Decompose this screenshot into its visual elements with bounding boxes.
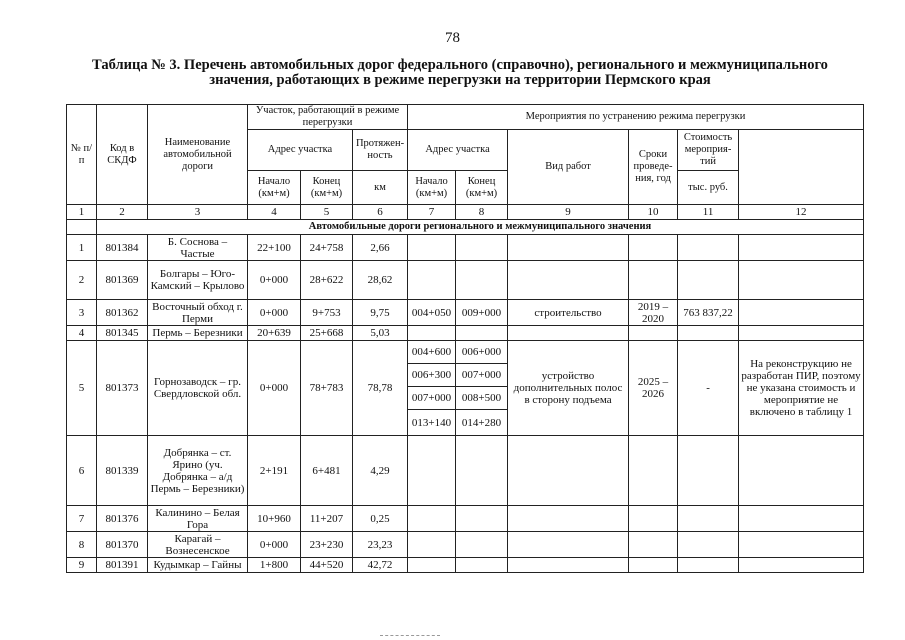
header-m-end: Конец (км+м) xyxy=(456,171,508,205)
header-name: Наименование автомобильной дороги xyxy=(148,105,248,205)
row-road-name: Восточный обход г. Перми xyxy=(148,300,248,326)
title-line-1: Таблица № 3. Перечень автомобильных дорог федерального (справочно), регионального и межмуниципального xyxy=(92,57,828,73)
row-measure-end: 014+280 xyxy=(456,410,508,436)
row-code: 801391 xyxy=(97,558,148,573)
row-road-name: Горнозаводск – гр. Свердловской обл. xyxy=(148,341,248,436)
row-terms: 2025 – 2026 xyxy=(629,341,678,436)
row-length: 42,72 xyxy=(353,558,408,573)
col-number: 1 xyxy=(67,205,97,220)
row-end: 9+753 xyxy=(301,300,353,326)
header-start: Начало (км+м) xyxy=(248,171,301,205)
overload-roads-table xyxy=(66,104,864,573)
section-title: Автомобильные дороги регионального и межмуниципального значения xyxy=(97,220,864,235)
row-code: 801362 xyxy=(97,300,148,326)
header-length: Протяжен-ность xyxy=(353,130,408,171)
row-end: 44+520 xyxy=(301,558,353,573)
row-measure-start: 004+600 xyxy=(408,341,456,364)
row-num: 5 xyxy=(67,341,97,436)
col-number: 9 xyxy=(508,205,629,220)
row-start: 20+639 xyxy=(248,326,301,341)
row-end: 25+668 xyxy=(301,326,353,341)
row-num: 9 xyxy=(67,558,97,573)
row-code: 801384 xyxy=(97,235,148,261)
row-length: 28,62 xyxy=(353,261,408,300)
row-road-name: Добрянка – ст. Ярино (уч. Добрянка – а/д Пермь – Березники) xyxy=(148,436,248,506)
row-measure-end: 008+500 xyxy=(456,387,508,410)
row-end: 6+481 xyxy=(301,436,353,506)
table-title xyxy=(60,58,860,88)
header-km: км xyxy=(353,171,408,205)
col-number: 3 xyxy=(148,205,248,220)
row-num: 3 xyxy=(67,300,97,326)
row-road-name: Болгары – Юго-Камский – Крылово xyxy=(148,261,248,300)
row-road-name: Пермь – Березники xyxy=(148,326,248,341)
row-road-name: Карагай – Вознесенское xyxy=(148,532,248,558)
row-measure-end: 009+000 xyxy=(456,300,508,326)
row-measure-end: 007+000 xyxy=(456,364,508,387)
row-num: 1 xyxy=(67,235,97,261)
row-end: 24+758 xyxy=(301,235,353,261)
table-row xyxy=(67,532,864,558)
row-start: 0+000 xyxy=(248,532,301,558)
row-length: 5,03 xyxy=(353,326,408,341)
row-road-name: Кудымкар – Гайны xyxy=(148,558,248,573)
table-row xyxy=(67,436,864,506)
row-length: 0,25 xyxy=(353,506,408,532)
row-measure-end: 006+000 xyxy=(456,341,508,364)
row-num: 2 xyxy=(67,261,97,300)
table-row xyxy=(67,261,864,300)
row-start: 10+960 xyxy=(248,506,301,532)
row-code: 801345 xyxy=(97,326,148,341)
header-measures: Мероприятия по устранению режима перегрузки xyxy=(408,105,864,130)
row-measure-start: 007+000 xyxy=(408,387,456,410)
row-end: 11+207 xyxy=(301,506,353,532)
table-row xyxy=(67,341,864,364)
title-line-2: значения, работающих в режиме перегрузки на территории Пермского края xyxy=(209,72,711,88)
page-number: 78 xyxy=(445,30,460,46)
row-start: 0+000 xyxy=(248,261,301,300)
row-code: 801369 xyxy=(97,261,148,300)
header-cost: Стоимость мероприя-тий xyxy=(678,130,739,171)
footer-mark xyxy=(380,635,440,638)
row-length: 23,23 xyxy=(353,532,408,558)
row-code: 801376 xyxy=(97,506,148,532)
row-code: 801370 xyxy=(97,532,148,558)
header-end: Конец (км+м) xyxy=(301,171,353,205)
row-length: 2,66 xyxy=(353,235,408,261)
col-number: 8 xyxy=(456,205,508,220)
row-cost: - xyxy=(678,341,739,436)
col-number: 7 xyxy=(408,205,456,220)
header-cost-unit: тыс. руб. xyxy=(678,171,739,205)
row-road-name: Б. Соснова – Частые xyxy=(148,235,248,261)
table-row xyxy=(67,506,864,532)
col-number: 11 xyxy=(678,205,739,220)
row-road-name: Калинино – Белая Гора xyxy=(148,506,248,532)
row-measure-start: 006+300 xyxy=(408,364,456,387)
row-end: 78+783 xyxy=(301,341,353,436)
col-number: 12 xyxy=(739,205,864,220)
row-length: 9,75 xyxy=(353,300,408,326)
row-work-type: строительство xyxy=(508,300,629,326)
row-note: На реконструкцию не разработан ПИР, поэтому не указана стоимость и мероприятие не включено в таблицу 1 xyxy=(739,341,864,436)
table-row xyxy=(67,300,864,326)
row-code: 801339 xyxy=(97,436,148,506)
table-row xyxy=(67,235,864,261)
row-length: 78,78 xyxy=(353,341,408,436)
table-row xyxy=(67,558,864,573)
row-start: 0+000 xyxy=(248,341,301,436)
header-work-type: Вид работ xyxy=(508,130,629,205)
row-work-type: устройство дополнительных полос в сторону подъема xyxy=(508,341,629,436)
col-number: 10 xyxy=(629,205,678,220)
table-row xyxy=(67,326,864,341)
row-start: 22+100 xyxy=(248,235,301,261)
row-end: 28+622 xyxy=(301,261,353,300)
row-end: 23+230 xyxy=(301,532,353,558)
row-num: 4 xyxy=(67,326,97,341)
row-start: 0+000 xyxy=(248,300,301,326)
row-cost: 763 837,22 xyxy=(678,300,739,326)
row-num: 7 xyxy=(67,506,97,532)
header-code: Код в СКДФ xyxy=(97,105,148,205)
header-m-start: Начало (км+м) xyxy=(408,171,456,205)
col-number: 4 xyxy=(248,205,301,220)
row-num: 8 xyxy=(67,532,97,558)
row-start: 1+800 xyxy=(248,558,301,573)
col-number: 5 xyxy=(301,205,353,220)
header-num: № п/п xyxy=(67,105,97,205)
row-measure-start: 004+050 xyxy=(408,300,456,326)
header-section-address: Адрес участка xyxy=(248,130,353,171)
row-measure-start: 013+140 xyxy=(408,410,456,436)
row-num: 6 xyxy=(67,436,97,506)
header-section: Участок, работающий в режиме перегрузки xyxy=(248,105,408,130)
col-number: 2 xyxy=(97,205,148,220)
row-code: 801373 xyxy=(97,341,148,436)
header-terms: Сроки проведе-ния, год xyxy=(629,130,678,205)
row-start: 2+191 xyxy=(248,436,301,506)
row-terms: 2019 – 2020 xyxy=(629,300,678,326)
header-measures-address: Адрес участка xyxy=(408,130,508,171)
col-number: 6 xyxy=(353,205,408,220)
row-length: 4,29 xyxy=(353,436,408,506)
